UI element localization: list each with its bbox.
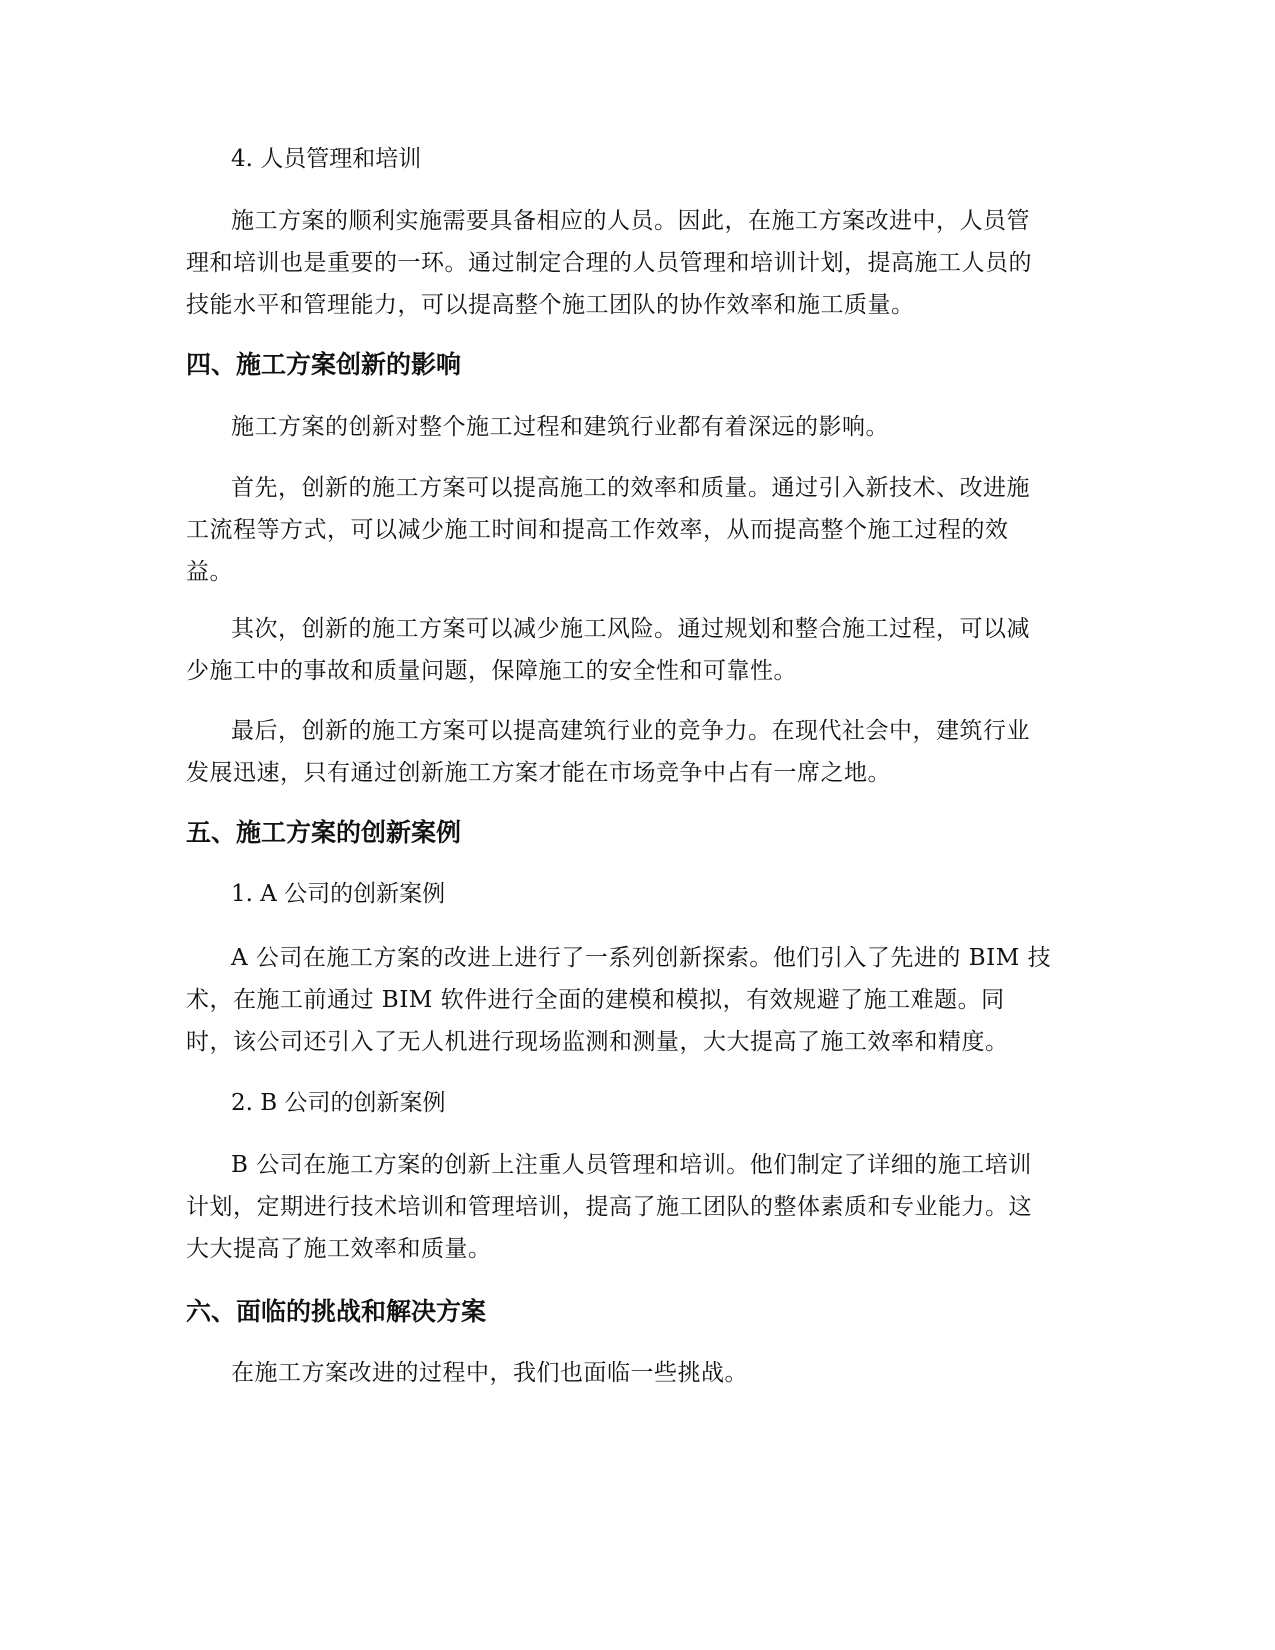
paragraph-line: 计划，定期进行技术培训和管理培训，提高了施工团队的整体素质和专业能力。这 (186, 1194, 1032, 1220)
item-title-text: 1. A 公司的创新案例 (231, 881, 446, 907)
item-title-case-a (231, 873, 1091, 915)
section-heading-cases: 五、施工方案的创新案例 (186, 818, 462, 847)
paragraph-impact-last (186, 710, 1090, 794)
paragraph-impact-second (186, 608, 1090, 692)
paragraph-line: 在施工方案改进的过程中，我们也面临一些挑战。 (231, 1360, 748, 1386)
item-title-text: 4. 人员管理和培训 (231, 146, 422, 172)
item-title-case-b (231, 1082, 1091, 1124)
section-heading-challenges: 六、面临的挑战和解决方案 (186, 1297, 487, 1326)
section-heading-impact: 四、施工方案创新的影响 (186, 350, 462, 379)
paragraph-case-b (186, 1144, 1090, 1270)
item-title-personnel-training (231, 138, 1091, 180)
paragraph-line: 益。 (186, 559, 233, 585)
paragraph-line: 施工方案的顺利实施需要具备相应的人员。因此，在施工方案改进中，人员管 (231, 208, 1030, 234)
item-title-text: 2. B 公司的创新案例 (231, 1090, 446, 1116)
paragraph-line: 工流程等方式，可以减少施工时间和提高工作效率，从而提高整个施工过程的效 (186, 517, 1009, 543)
paragraph-line: 术，在施工前通过 BIM 软件进行全面的建模和模拟，有效规避了施工难题。同 (186, 987, 1005, 1013)
paragraph-line: 时，该公司还引入了无人机进行现场监测和测量，大大提高了施工效率和精度。 (186, 1029, 1009, 1055)
paragraph-challenge-intro (186, 1352, 1090, 1394)
paragraph-line: 施工方案的创新对整个施工过程和建筑行业都有着深远的影响。 (231, 414, 889, 440)
paragraph-line: 理和培训也是重要的一环。通过制定合理的人员管理和培训计划，提高施工人员的 (186, 250, 1032, 276)
paragraph-case-a (186, 937, 1090, 1063)
paragraph-line: 最后，创新的施工方案可以提高建筑行业的竞争力。在现代社会中，建筑行业 (231, 718, 1030, 744)
paragraph-line: 技能水平和管理能力，可以提高整个施工团队的协作效率和施工质量。 (186, 292, 915, 318)
paragraph-line: 首先，创新的施工方案可以提高施工的效率和质量。通过引入新技术、改进施 (231, 475, 1030, 501)
paragraph-personnel-training (186, 200, 1090, 326)
paragraph-line: 少施工中的事故和质量问题，保障施工的安全性和可靠性。 (186, 658, 797, 684)
paragraph-impact-intro (186, 406, 1090, 448)
paragraph-line: A 公司在施工方案的改进上进行了一系列创新探索。他们引入了先进的 BIM 技 (231, 945, 1052, 971)
paragraph-line: 其次，创新的施工方案可以减少施工风险。通过规划和整合施工过程，可以减 (231, 616, 1030, 642)
paragraph-line: B 公司在施工方案的创新上注重人员管理和培训。他们制定了详细的施工培训 (231, 1152, 1032, 1178)
paragraph-impact-first (186, 467, 1090, 593)
paragraph-line: 大大提高了施工效率和质量。 (186, 1236, 492, 1262)
paragraph-line: 发展迅速，只有通过创新施工方案才能在市场竞争中占有一席之地。 (186, 760, 891, 786)
